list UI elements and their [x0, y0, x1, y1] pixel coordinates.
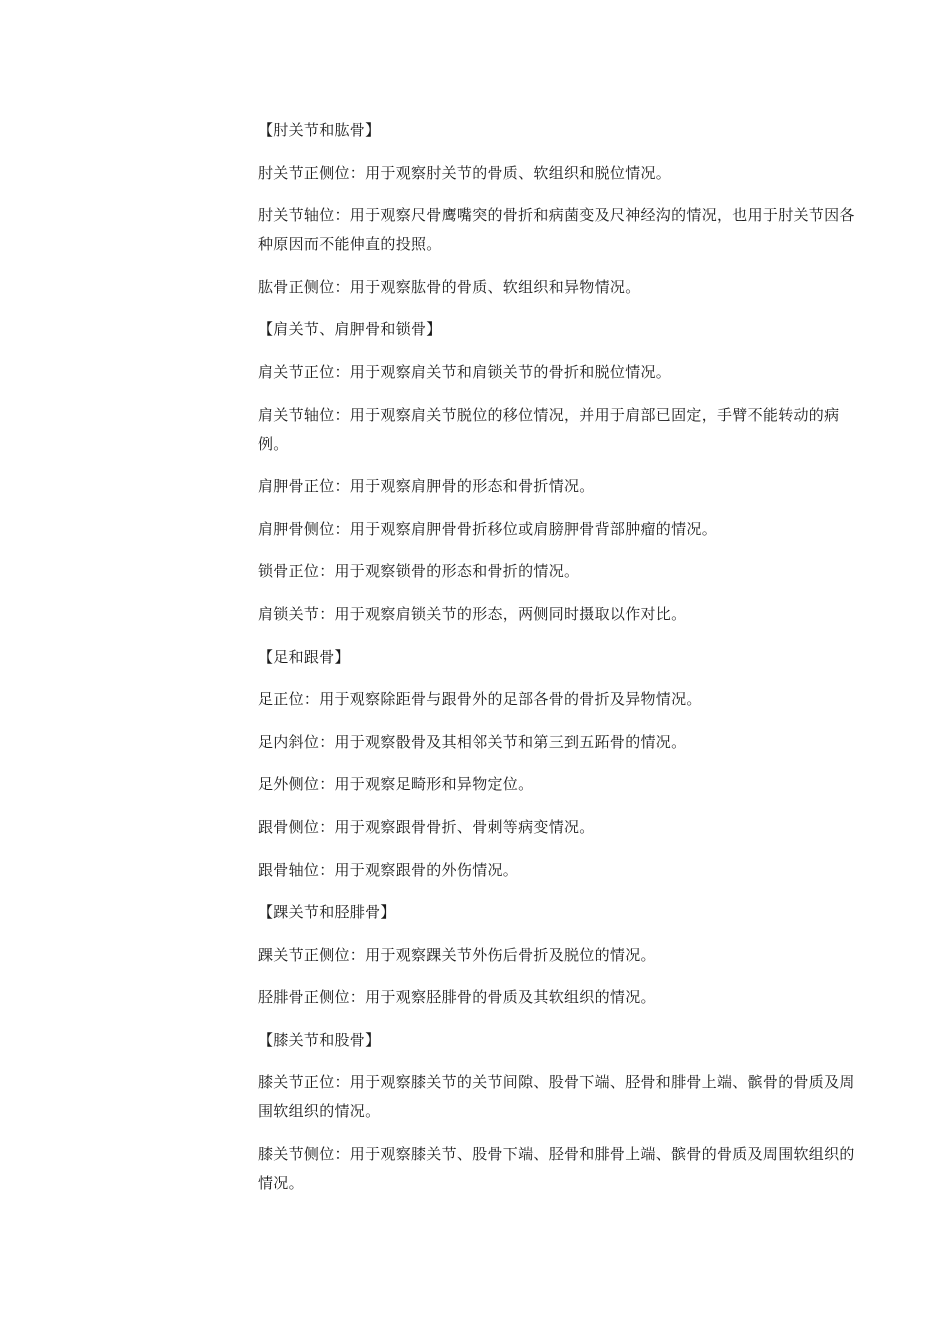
- paragraph-tibia-fibula-ap-lateral: 胫腓骨正侧位：用于观察胫腓骨的骨质及其软组织的情况。: [258, 988, 656, 1007]
- paragraph-ankle-ap-lateral: 踝关节正侧位：用于观察踝关节外伤后骨折及脱位的情况。: [258, 945, 656, 964]
- paragraph-clavicle-ap: 锁骨正位：用于观察锁骨的形态和骨折的情况。: [258, 562, 580, 581]
- paragraph-elbow-ap-lateral: 肘关节正侧位：用于观察肘关节的骨质、软组织和脱位情况。: [258, 163, 672, 182]
- paragraph-shoulder-axial: 肩关节轴位：用于观察肩关节脱位的移位情况，并用于肩部已固定，手臂不能转动的病例。: [258, 405, 840, 453]
- document-body: [258, 116, 864, 1212]
- paragraph-scapula-ap: 肩胛骨正位：用于观察肩胛骨的形态和骨折情况。: [258, 477, 595, 496]
- paragraph-calcaneus-axial: 跟骨轴位：用于观察跟骨的外伤情况。: [258, 860, 519, 879]
- paragraph-knee-ap: 膝关节正位：用于观察膝关节的关节间隙、股骨下端、胫骨和腓骨上端、髌骨的骨质及周围软组织的情况。: [258, 1073, 855, 1121]
- paragraph-scapula-lateral: 肩胛骨侧位：用于观察肩胛骨骨折移位或肩膀胛骨背部肿瘤的情况。: [258, 519, 718, 538]
- paragraph-elbow-axial: 肘关节轴位：用于观察尺骨鹰嘴突的骨折和病菌变及尺神经沟的情况，也用于肘关节因各种原因而不能伸直的投照。: [258, 206, 855, 254]
- paragraph-foot-lateral: 足外侧位：用于观察足畸形和异物定位。: [258, 775, 534, 794]
- section-heading-knee-femur: 【膝关节和股骨】: [258, 1030, 381, 1049]
- section-heading-ankle-tibia-fibula: 【踝关节和胫腓骨】: [258, 903, 396, 922]
- paragraph-acromioclavicular: 肩锁关节：用于观察肩锁关节的形态，两侧同时摄取以作对比。: [258, 604, 687, 623]
- section-heading-elbow-humerus: 【肘关节和肱骨】: [258, 121, 381, 139]
- paragraph-calcaneus-lateral: 跟骨侧位：用于观察跟骨骨折、骨刺等病变情况。: [258, 817, 595, 836]
- paragraph-foot-medial-oblique: 足内斜位：用于观察骰骨及其相邻关节和第三到五跖骨的情况。: [258, 732, 687, 751]
- section-heading-foot-calcaneus: 【足和跟骨】: [258, 647, 350, 666]
- paragraph-knee-lateral: 膝关节侧位：用于观察膝关节、股骨下端、胫骨和腓骨上端、髌骨的骨质及周围软组织的情况。: [258, 1145, 855, 1193]
- paragraph-foot-ap: 足正位：用于观察除距骨与跟骨外的足部各骨的骨折及异物情况。: [258, 690, 702, 709]
- section-heading-shoulder-scapula-clavicle: 【肩关节、肩胛骨和锁骨】: [258, 320, 442, 339]
- paragraph-shoulder-ap: 肩关节正位：用于观察肩关节和肩锁关节的骨折和脱位情况。: [258, 362, 672, 381]
- paragraph-humerus-ap-lateral: 肱骨正侧位：用于观察肱骨的骨质、软组织和异物情况。: [258, 277, 641, 296]
